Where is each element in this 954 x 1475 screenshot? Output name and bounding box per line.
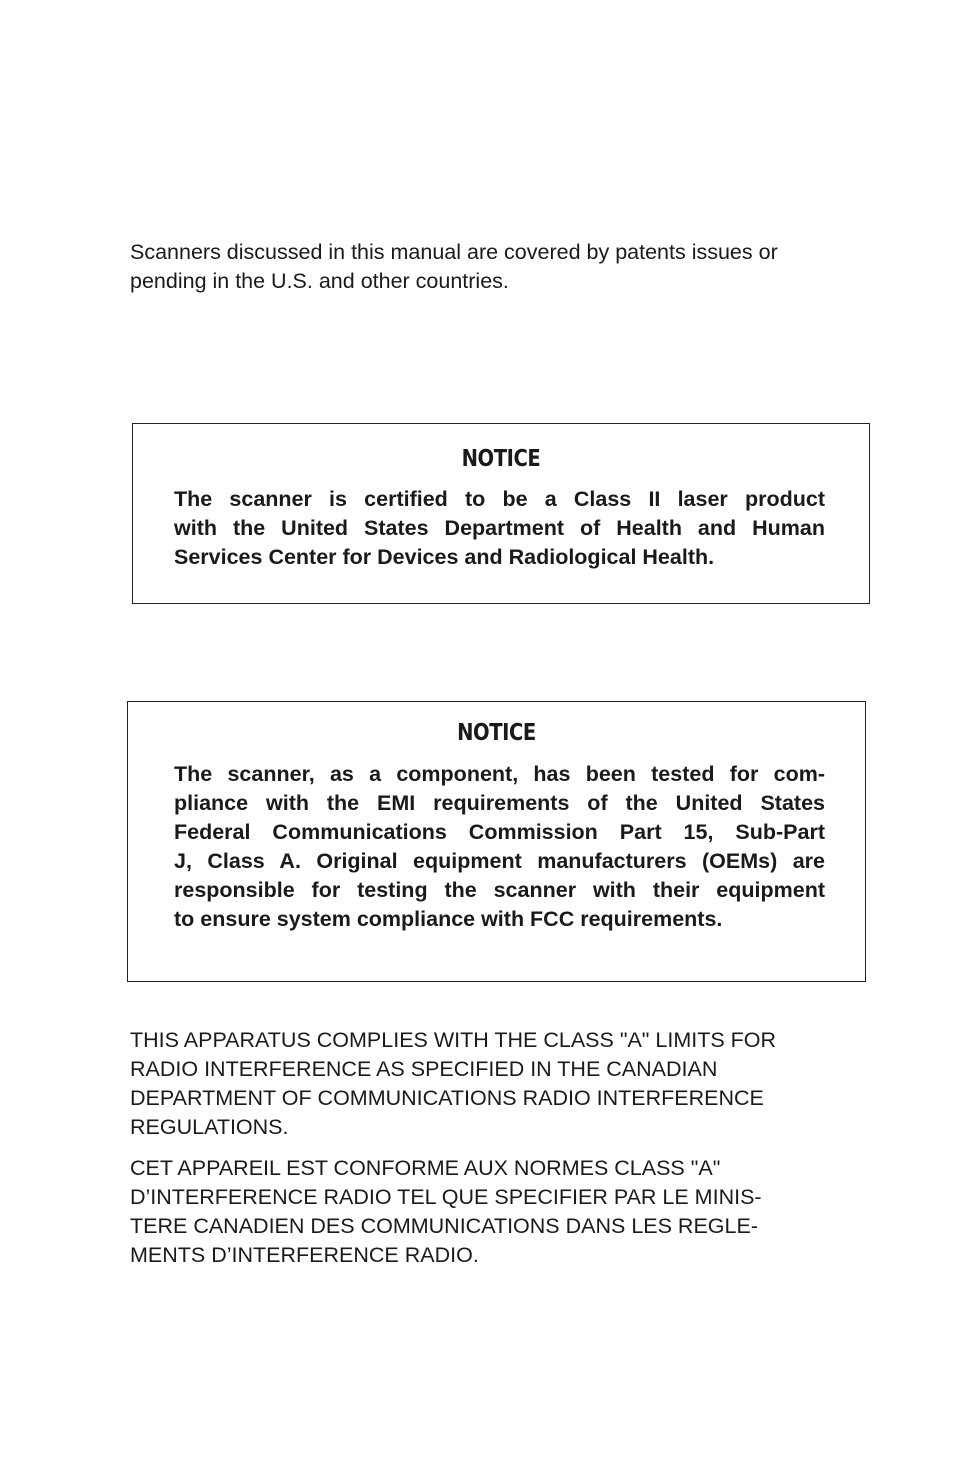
compliance-line: RADIO INTERFERENCE AS SPECIFIED IN THE CANADIAN	[130, 1057, 718, 1081]
compliance-line: TERE CANADIEN DES COMMUNICATIONS DANS LES REGLE-	[130, 1214, 758, 1238]
notice-line: J, Class A. Original equipment manufacturers (OEMs) are	[174, 849, 825, 873]
notice-title: NOTICE	[461, 446, 541, 472]
notice-line: pliance with the EMI requirements of the United States	[174, 791, 825, 815]
notice-line: with the United States Department of Health and Human	[174, 516, 825, 540]
canada-compliance-french	[130, 1154, 850, 1270]
compliance-line: THIS APPARATUS COMPLIES WITH THE CLASS "A" LIMITS FOR	[130, 1028, 777, 1052]
canada-compliance-english	[130, 1026, 860, 1142]
compliance-line: REGULATIONS.	[130, 1115, 289, 1139]
notice-title: NOTICE	[457, 720, 536, 746]
notice-line: to ensure system compliance with FCC requirements.	[174, 907, 723, 931]
notice-box-emi	[127, 701, 866, 982]
notice-line: Federal Communications Commission Part 15, Sub-Part	[174, 820, 825, 844]
notice-body-emi	[174, 760, 825, 934]
notice-body-laser	[174, 485, 825, 572]
notice-line: responsible for testing the scanner with their equipment	[174, 878, 825, 902]
compliance-line: D’INTERFERENCE RADIO TEL QUE SPECIFIER PAR LE MINIS-	[130, 1185, 762, 1209]
patent-statement	[130, 238, 860, 296]
notice-line: Services Center for Devices and Radiological Health.	[174, 545, 715, 569]
notice-line: The scanner is certified to be a Class II laser product	[174, 487, 825, 511]
compliance-line: MENTS D’INTERFERENCE RADIO.	[130, 1243, 479, 1267]
compliance-line: DEPARTMENT OF COMMUNICATIONS RADIO INTERFERENCE	[130, 1086, 764, 1110]
compliance-line: CET APPAREIL EST CONFORME AUX NORMES CLASS "A"	[130, 1156, 721, 1180]
patent-line-1: Scanners discussed in this manual are covered by patents issues or	[130, 240, 778, 264]
notice-box-laser	[132, 423, 870, 604]
notice-line: The scanner, as a component, has been tested for com-	[174, 762, 825, 786]
patent-line-2: pending in the U.S. and other countries.	[130, 269, 509, 293]
